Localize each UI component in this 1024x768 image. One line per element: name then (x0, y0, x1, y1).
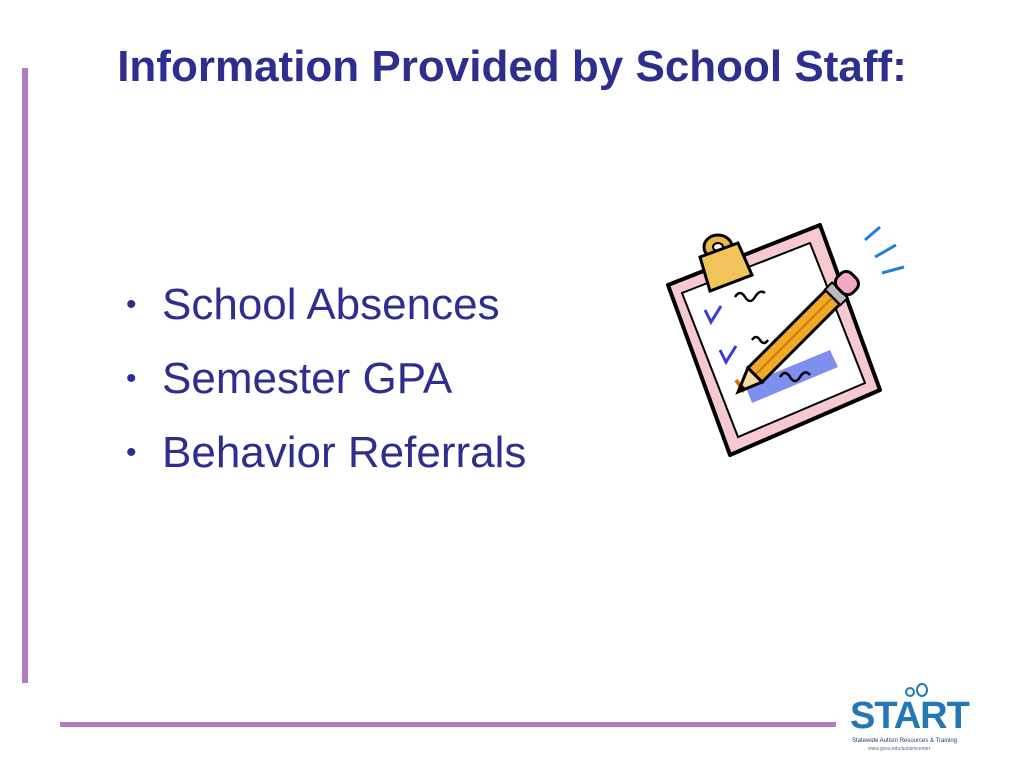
bullet-item (120, 342, 526, 416)
logo-word: START (850, 695, 969, 737)
left-vertical-rule (22, 68, 28, 683)
bullet-list (120, 268, 526, 490)
bullet-item (120, 416, 526, 490)
start-logo (850, 680, 970, 760)
logo-url: www.gvsu.edu/autismcenter (868, 746, 931, 752)
clipboard-pencil-icon (660, 215, 920, 465)
bottom-horizontal-rule (60, 722, 836, 727)
bullet-dot: • (126, 362, 137, 395)
slide-title: Information Provided by School Staff: (117, 42, 907, 91)
bullet-dot: • (126, 436, 137, 469)
bullet-text: Semester GPA (162, 354, 453, 403)
bullet-text: Behavior Referrals (162, 428, 527, 477)
bullet-dot: • (126, 288, 137, 321)
bullet-item (120, 268, 526, 342)
bullet-text: School Absences (162, 280, 500, 329)
logo-tagline: Statewide Autism Resources & Training (852, 738, 958, 744)
